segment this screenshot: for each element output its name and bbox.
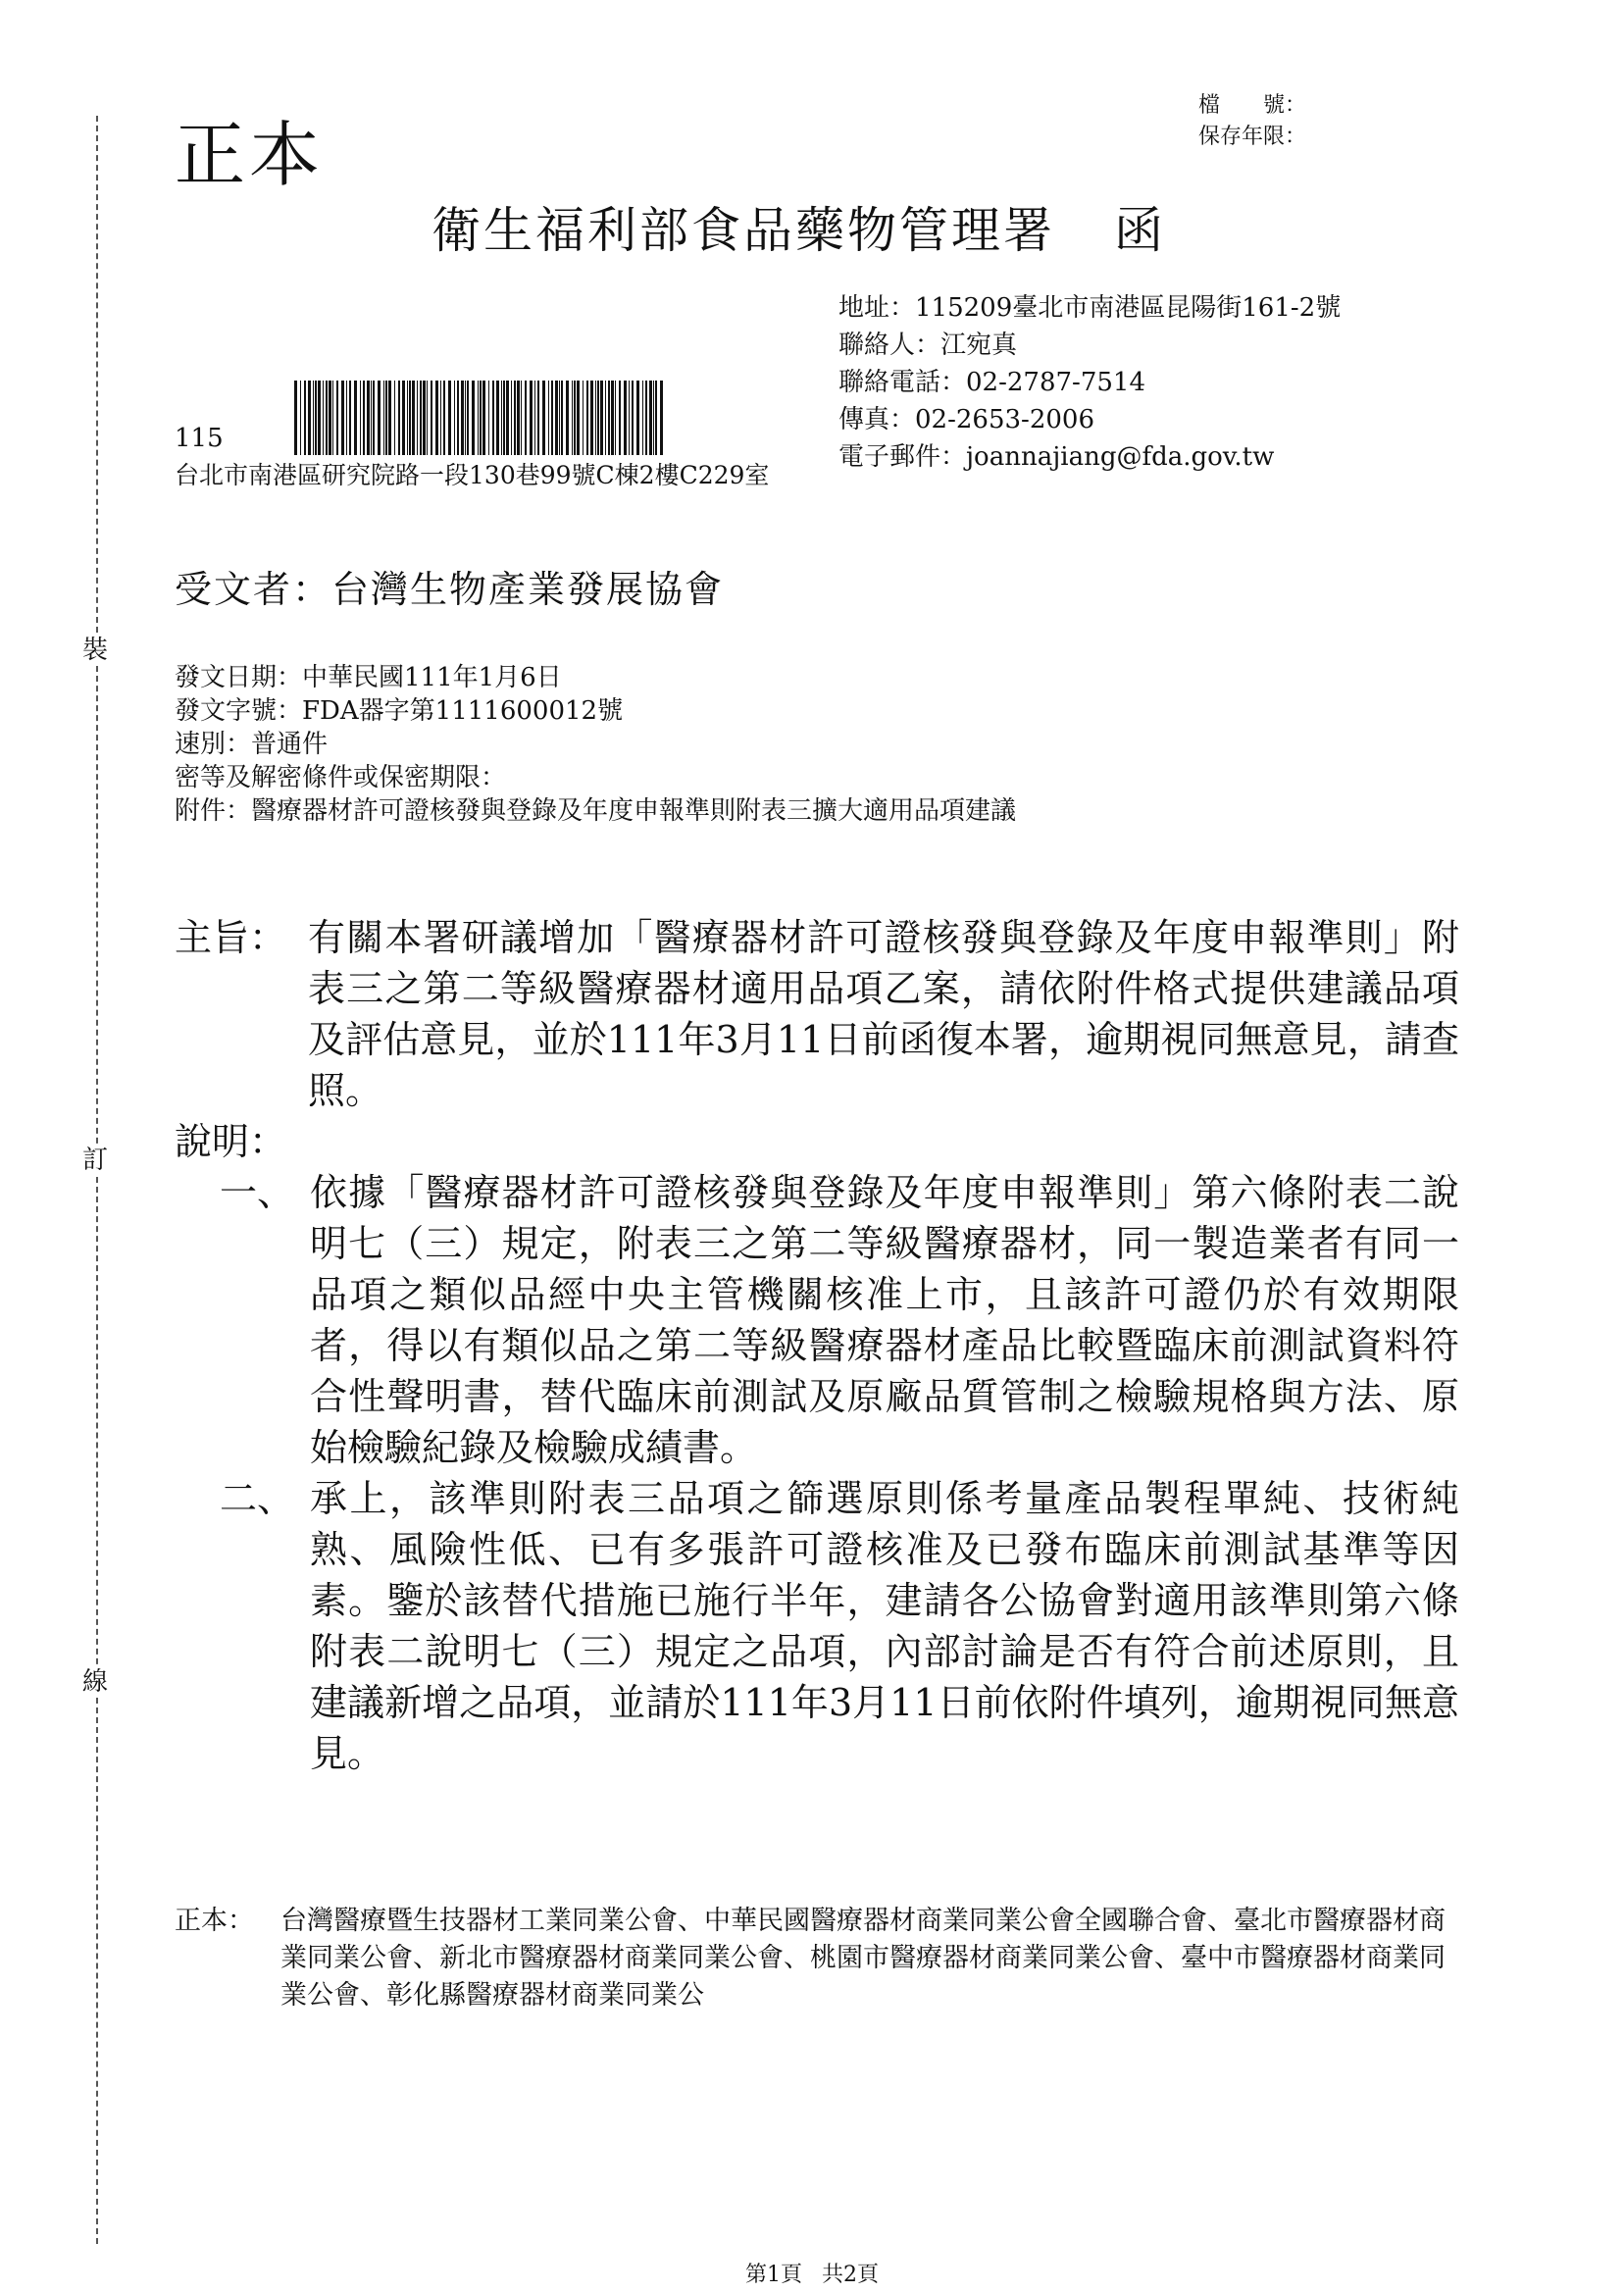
subject-section: [175, 912, 1459, 1116]
agency-name: 衛生福利部食品藥物管理署: [431, 202, 1055, 259]
binding-mark-1: 裝: [82, 636, 109, 665]
subject-text: 有關本署研議增加「醫療器材許可證核發與登錄及年度申報準則」附表三之第二等級醫療器材適用品項乙案，請依附件格式提供建議品項及評估意見，並於111年3月11日前函復本署，逾期視同無意見，請查照。: [308, 916, 1459, 1112]
sender-address: 地址：115209臺北市南港區昆陽街161-2號: [838, 293, 1342, 323]
retention-period-label: 保存年限：: [1198, 125, 1307, 149]
contact-fax: 傳真：02-2653-2006: [838, 405, 1094, 434]
official-recipients-list: 台灣醫療暨生技器材工業同業公會、中華民國醫療器材商業同業公會全國聯合會、臺北市醫療器材商業同業公會、新北市醫療器材商業同業公會、桃園市醫療器材商業同業公會、臺中市醫療器材商業同業公會、彰化縣醫療器材商業同業公: [280, 1906, 1446, 2011]
explanation-item: [220, 1167, 1459, 1473]
explanation-label: 說明：: [175, 1120, 287, 1163]
sender-contact-block: [838, 289, 1341, 476]
document-type: 函: [1114, 202, 1166, 259]
explanation-item-number: 一、: [220, 1171, 295, 1214]
page-footer: [0, 2258, 1624, 2288]
binding-mark-2: 訂: [82, 1146, 109, 1175]
binding-line: [96, 116, 98, 2244]
total-pages: 共2頁: [822, 2263, 879, 2287]
contact-phone: 聯絡電話：02-2787-7514: [838, 368, 1145, 397]
document-number: 發文字號：FDA器字第1111600012號: [175, 696, 624, 726]
official-recipients-label: 正本：: [175, 1906, 254, 1936]
document-title: [431, 191, 1166, 262]
barcode-image: [292, 381, 669, 455]
binding-mark-3: 線: [82, 1667, 109, 1697]
contact-person: 聯絡人：江宛真: [838, 331, 1018, 360]
contact-email: 電子郵件：joannajiang@fda.gov.tw: [838, 442, 1275, 472]
official-recipients: [175, 1903, 1449, 2014]
explanation-item-text: 依據「醫療器材許可證核發與登錄及年度申報準則」第六條附表二說明七（三）規定，附表三之第二等級醫療器材，同一製造業者有同一品項之類似品經中央主管機關核准上市，且該許可證仍於有效期限者，得以有類似品之第二等級醫療器材產品比較暨臨床前測試資料符合性聲明書，替代臨床前測試及原廠品質管制之檢驗規格與方法、原始檢驗紀錄及檢驗成績書。: [310, 1171, 1459, 1469]
explanation-item-text: 承上，該準則附表三品項之篩選原則係考量產品製程單純、技術純熟、風險性低、已有多張許可證核准及已發布臨床前測試基準等因素。鑒於該替代措施已施行半年，建請各公協會對適用該準則第六條附表二說明七（三）規定之品項，內部討論是否有符合前述原則，且建議新增之品項，並請於111年3月11日前依附件填列，逾期視同無意見。: [310, 1477, 1459, 1775]
security-level: 密等及解密條件或保密期限：: [175, 763, 507, 792]
recipient-mailing-address: 台北市南港區研究院路一段130巷99號C棟2樓C229室: [175, 461, 770, 489]
subject-label: 主旨：: [175, 916, 287, 959]
page-number: 第1頁: [745, 2263, 802, 2287]
attachment-line: 附件：醫療器材許可證核發與登錄及年度申報準則附表三擴大適用品項建議: [175, 796, 1017, 826]
issue-date: 發文日期：中華民國111年1月6日: [175, 663, 562, 692]
recipient-line: 受文者：台灣生物產業發展協會: [175, 568, 725, 611]
copy-mark-stamp: 正本: [175, 114, 325, 196]
postal-code: 115: [175, 424, 224, 453]
document-body: [175, 912, 1459, 1779]
document-meta: [175, 661, 1016, 828]
file-info: [1198, 90, 1306, 153]
explanation-item: [220, 1473, 1459, 1779]
explanation-item-number: 二、: [220, 1477, 295, 1520]
delivery-speed: 速別：普通件: [175, 730, 329, 759]
file-number-label: 檔 號：: [1198, 93, 1307, 118]
